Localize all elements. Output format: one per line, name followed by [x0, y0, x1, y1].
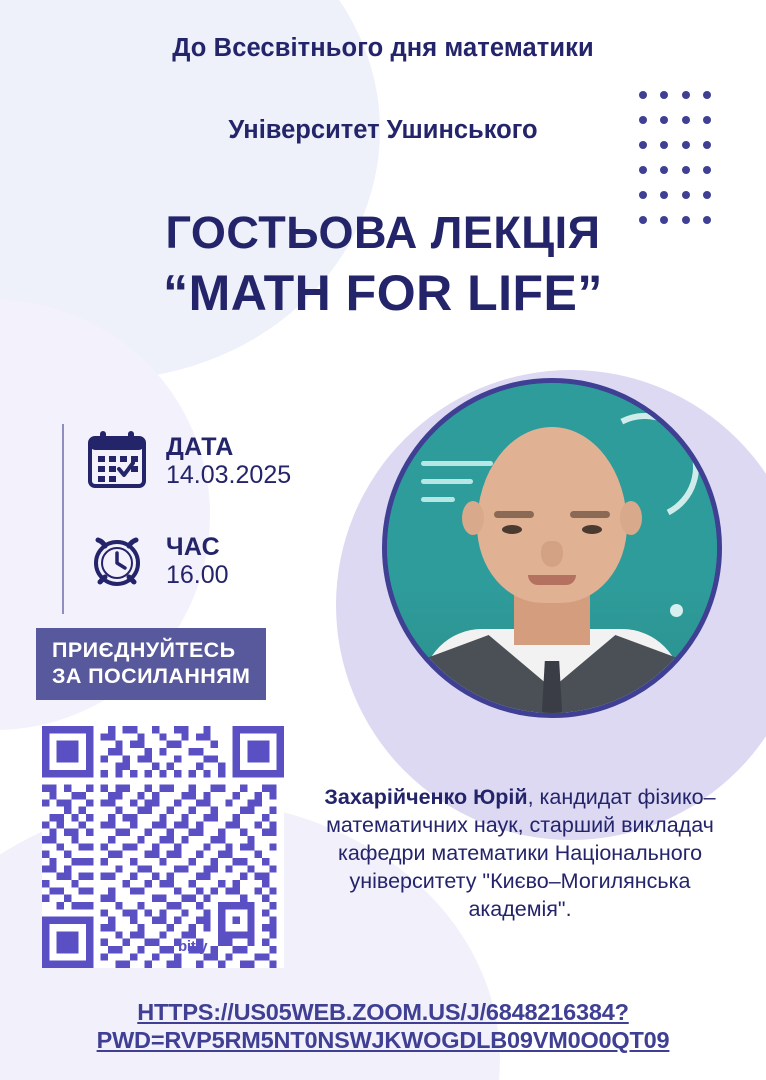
- photo-ear-right: [620, 501, 642, 535]
- date-value: 14.03.2025: [166, 460, 292, 489]
- speaker-bio: [300, 784, 740, 924]
- speaker-photo-inner: [387, 383, 717, 713]
- photo-nose: [541, 541, 563, 567]
- join-badge-line-2: ЗА ПОСИЛАННЯМ: [52, 664, 251, 689]
- header-occasion: До Всесвітнього дня математики: [172, 34, 594, 62]
- photo-ear-left: [462, 501, 484, 535]
- photo-mouth: [528, 575, 576, 585]
- info-divider-line: [62, 424, 64, 614]
- date-info-row: [86, 428, 291, 495]
- time-label: ЧАС: [166, 532, 220, 561]
- qr-code-icon[interactable]: [42, 726, 284, 968]
- photo-decoration-line-1: [421, 461, 493, 466]
- speaker-bio-text: , кандидат фізико–математичних наук, старший викладач кафедри математики Національного університету "Києво–Могилянська академія".: [326, 785, 716, 921]
- page-title-line-2: “MATH FOR LIFE”: [163, 265, 603, 321]
- time-info-row: [86, 528, 229, 595]
- join-badge-line-1: ПРИЄДНУЙТЕСЬ: [52, 638, 236, 662]
- photo-brow-right: [570, 511, 610, 518]
- header-university: Університет Ушинського: [228, 116, 538, 144]
- photo-brow-left: [494, 511, 534, 518]
- time-value: 16.00: [166, 560, 229, 589]
- zoom-link-line-2: PWD=RVP5RM5NT0NSWJKWOGDLB09VM0O0QT09: [96, 1026, 670, 1053]
- qr-brand-label: bitly: [178, 938, 208, 955]
- calendar-icon: [86, 428, 148, 495]
- photo-decoration-line-2: [421, 479, 473, 484]
- date-label: ДАТА: [166, 432, 234, 461]
- zoom-link-line-1: HTTPS://US05WEB.ZOOM.US/J/6848216384?: [137, 998, 629, 1025]
- photo-decoration-dot-1: [670, 604, 683, 617]
- alarm-clock-icon: [86, 528, 148, 595]
- zoom-link[interactable]: [0, 998, 766, 1054]
- join-link-badge: [36, 628, 266, 700]
- photo-eye-right: [582, 525, 602, 534]
- speaker-photo: [382, 378, 722, 718]
- speaker-name: Захарійченко Юрій: [324, 785, 528, 809]
- photo-decoration-line-3: [421, 497, 455, 502]
- page-title-line-1: ГОСТЬОВА ЛЕКЦІЯ: [165, 207, 601, 258]
- photo-eye-left: [502, 525, 522, 534]
